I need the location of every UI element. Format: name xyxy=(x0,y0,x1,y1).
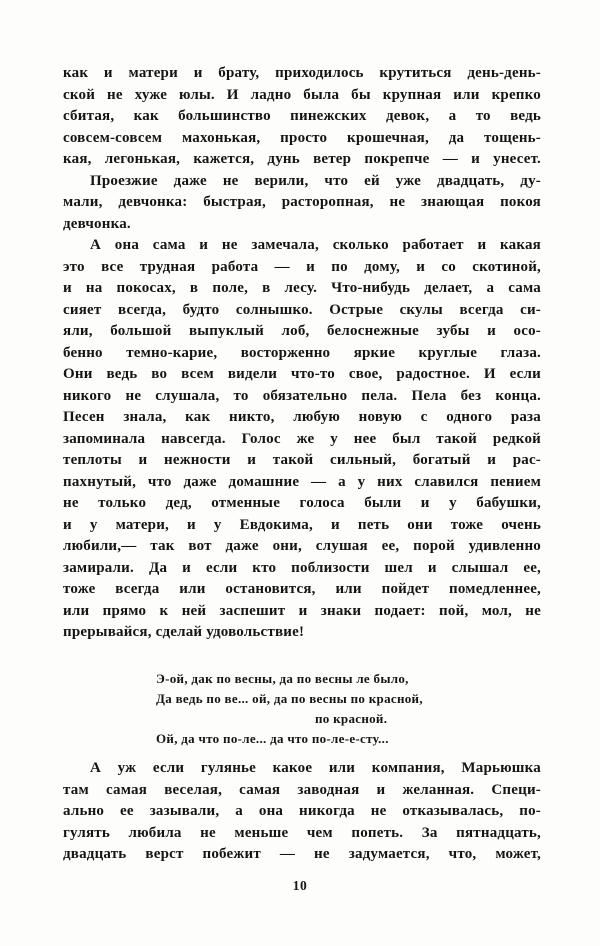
text-line: А уж если гулянье какое или компания, Марьюшка xyxy=(90,760,541,776)
text-line: девчонка. xyxy=(63,215,131,232)
text-line: любили,— так вот даже они, слушая ее, порой удивленно xyxy=(63,538,541,554)
text-line: яли, большой выпуклый лоб, белоснежные зубы и осо- xyxy=(63,323,541,339)
text-line: теплоты и нежности и такой сильный, богатый и рас- xyxy=(63,452,541,468)
verse-line: по красной. xyxy=(315,711,388,726)
text-line: двадцать верст побежит — не задумается, что, может, xyxy=(63,846,541,862)
text-line: запоминала навсегда. Голос же у нее был такой редкой xyxy=(63,430,541,447)
text-line: ской не хуже юлы. И ладно была бы крупная или крепко xyxy=(63,86,541,103)
text-line: А она сама и не замечала, сколько работает и какая xyxy=(90,237,541,253)
text-line: там самая веселая, самая заводная и желанная. Специ- xyxy=(63,781,541,798)
text-line: это все трудная работа — и по дому, и со скотиной, xyxy=(63,258,541,275)
text-line: прерывайся, сделай удовольствие! xyxy=(63,624,305,640)
text-line: как и матери и брату, приходилось крутиться день-день- xyxy=(63,65,541,81)
text-line: ально ее зазывали, а она никогда не отказывалась, по- xyxy=(63,803,541,819)
text-line: мали, девчонка: быстрая, расторопная, не знающая покоя xyxy=(63,194,541,210)
text-line: гулять любила не меньше чем попеть. За пятнадцать, xyxy=(63,824,541,841)
closing-paragraph xyxy=(63,758,541,866)
text-line: Они ведь во всем видели что-то свое, радостное. И если xyxy=(63,366,541,382)
text-line: пахнутый, что даже домашние — а у них славился пением xyxy=(63,473,541,490)
verse-line: Да ведь по ве... ой, да по весны по красной, xyxy=(156,691,423,706)
text-line: тоже всегда или остановится, или пойдет помедленнее, xyxy=(63,581,541,597)
text-line: Песен знала, как никто, любую новую с одного раза xyxy=(63,409,541,425)
page-number: 10 xyxy=(292,878,308,893)
text-line: замирали. Да и если кто поблизости шел и слышал ее, xyxy=(63,559,541,576)
paragraph-3 xyxy=(63,235,541,644)
text-line: сбитая, как большинство пинежских девок, а то ведь xyxy=(63,108,541,124)
text-line: или прямо к ней заспешит и знаки подает: пой, мол, не xyxy=(63,602,541,619)
verse-line: Э-ой, дак по весны, да по весны ле было, xyxy=(156,671,409,686)
text-line: и у матери, и у Евдокима, и петь они тоже очень xyxy=(63,516,541,533)
paragraph-1 xyxy=(63,63,541,171)
verse-line: Ой, да что по-ле... да что по-ле-е-сту... xyxy=(156,731,389,746)
text-line: Проезжие даже не верили, что ей уже двадцать, ду- xyxy=(90,172,541,189)
main-text-block xyxy=(63,63,541,644)
text-line: сияет всегда, будто солнышко. Острые скулы всегда си- xyxy=(63,301,541,318)
text-line: кая, легонькая, кажется, дунь ветер покрепче — и унесет. xyxy=(63,151,541,167)
song-verse-block xyxy=(156,669,486,749)
text-line: совсем-совсем махонькая, просто крошечная, да тощень- xyxy=(63,129,541,146)
paragraph-2 xyxy=(63,171,541,236)
text-line: никого не слушала, то обязательно пела. Пела без конца. xyxy=(63,387,541,404)
text-line: бенно темно-карие, восторженно яркие круглые глаза. xyxy=(63,344,541,361)
text-line: не только дед, отменные голоса были и у бабушки, xyxy=(63,495,541,511)
text-line: и на покосах, в поле, в лесу. Что-нибудь делает, а сама xyxy=(63,280,541,296)
